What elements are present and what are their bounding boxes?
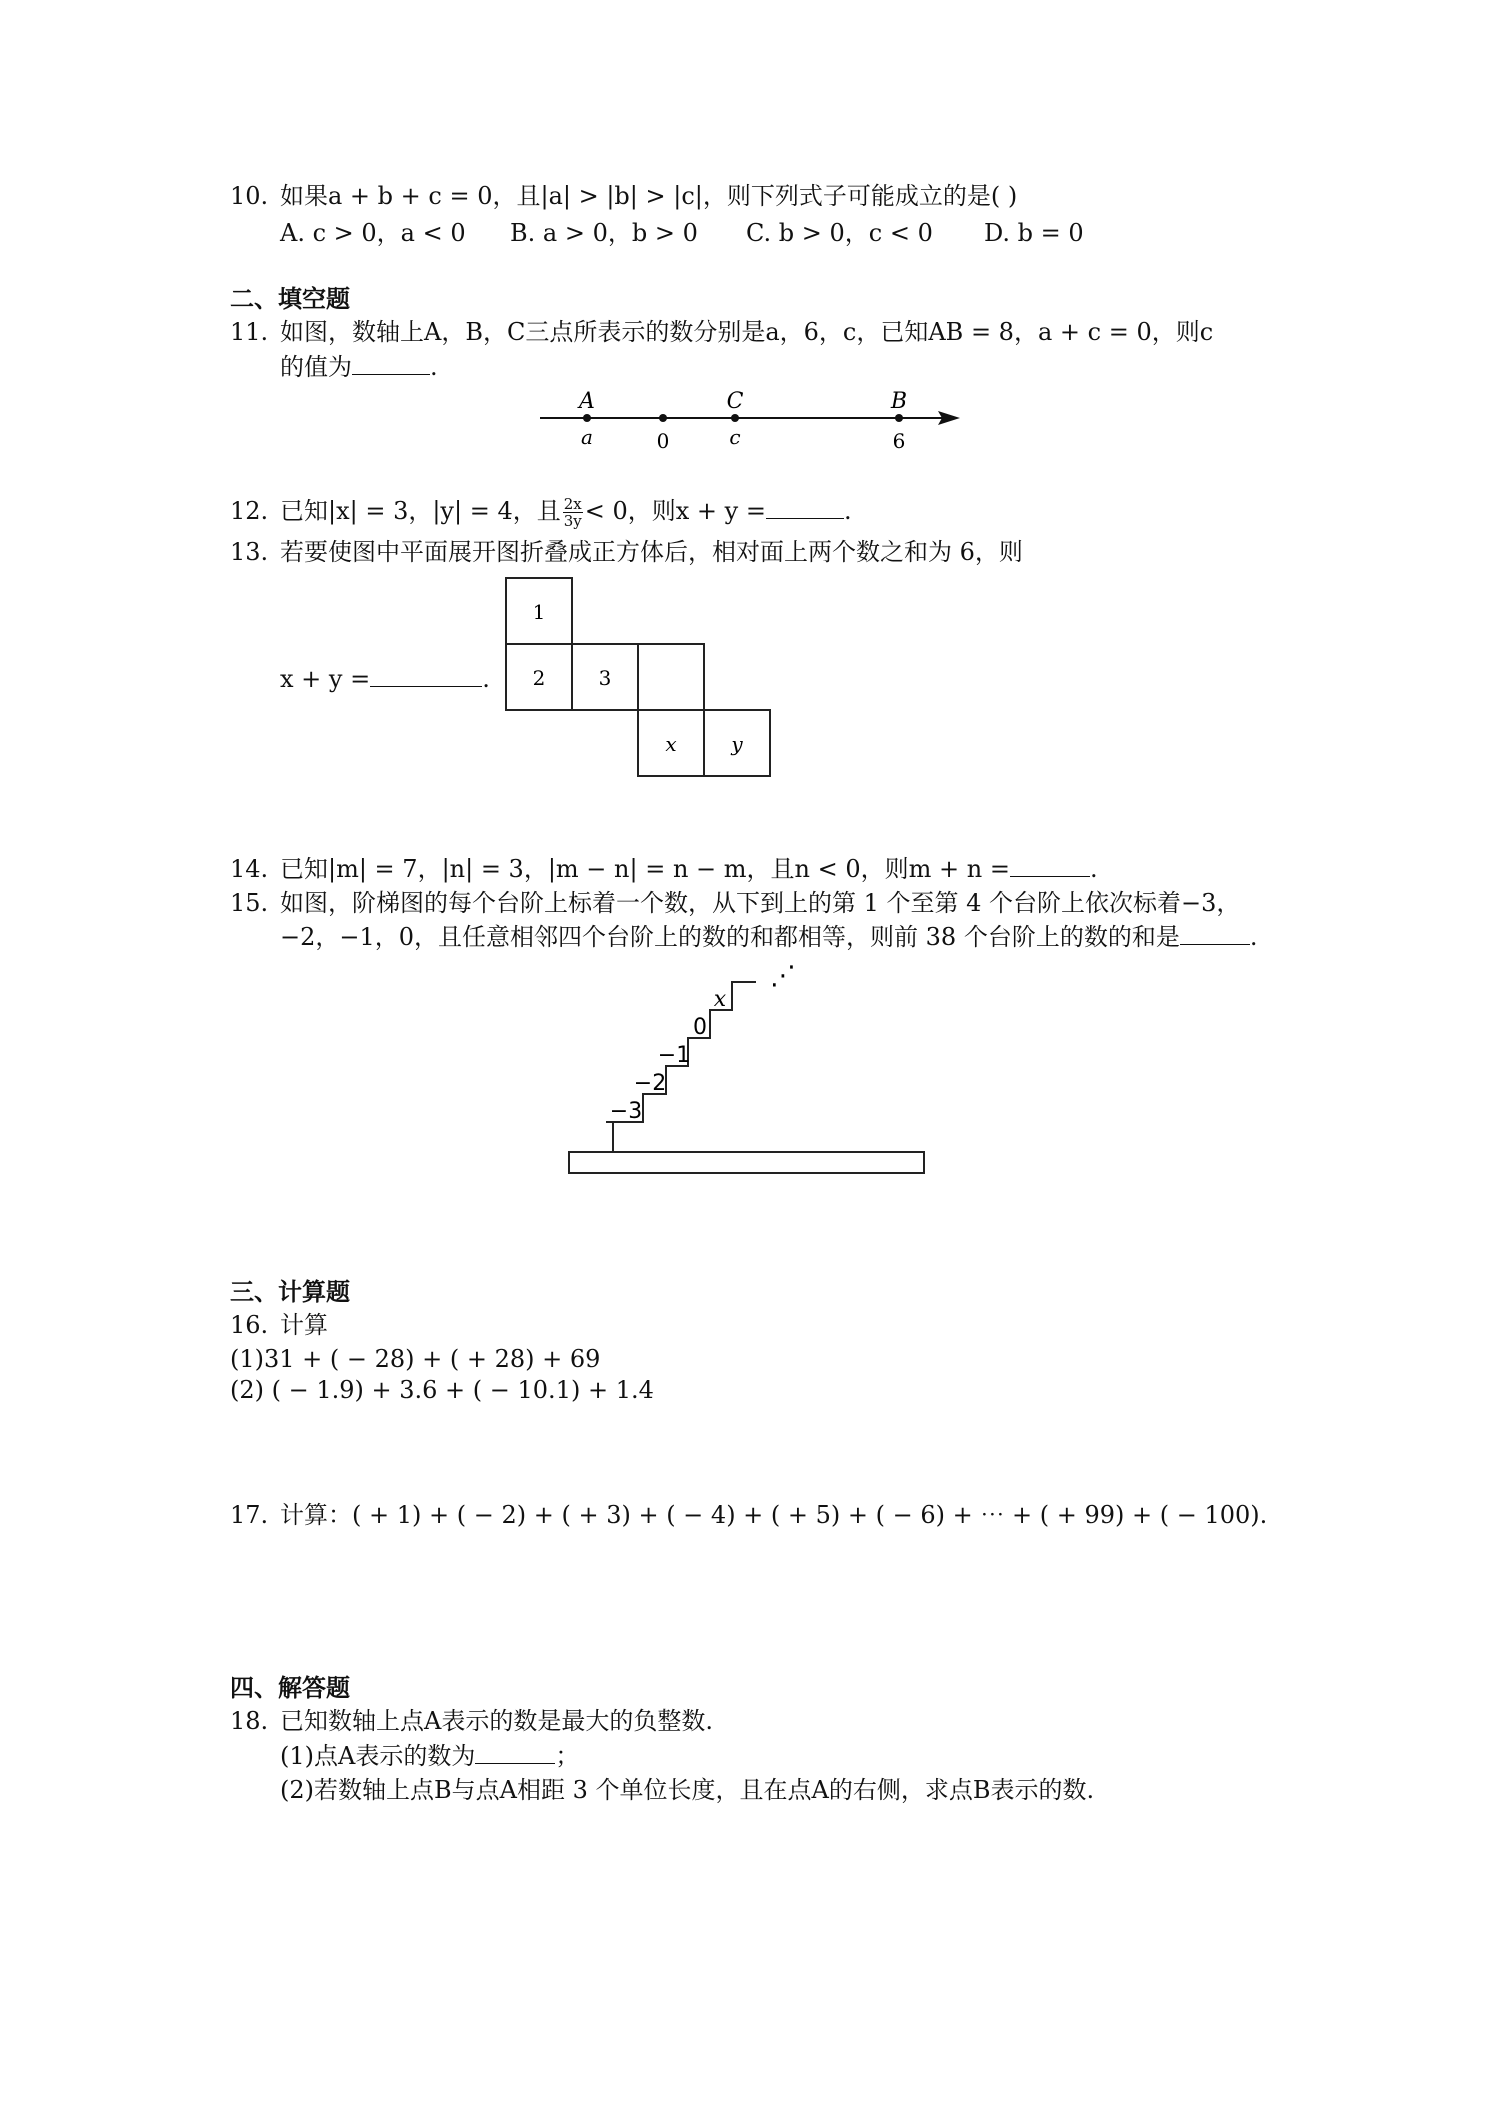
- step-3-label: −1: [657, 1043, 691, 1068]
- punctuation: .: [430, 353, 438, 381]
- part-text: (1)点A表示的数为: [280, 1742, 476, 1770]
- punctuation: ；: [555, 1742, 580, 1770]
- question-stem: 已知|m| = 7，|n| = 3，|m − n| = n − m，且n < 0，则m + n =: [280, 855, 1010, 883]
- question-17: [230, 1500, 1267, 1530]
- label-c: c: [729, 425, 741, 449]
- answer-blank[interactable]: [1010, 854, 1090, 877]
- ellipsis-dots: ⋰: [770, 961, 796, 991]
- question-16: [230, 1310, 328, 1340]
- question-stem: 如果a + b + c = 0，且|a| > |b| > |c|，则下列式子可能成立的是( ): [280, 182, 1018, 210]
- question-number: 10.: [230, 182, 269, 210]
- question-number: 14.: [230, 855, 269, 883]
- question-stem: 已知数轴上点A表示的数是最大的负整数.: [280, 1707, 713, 1735]
- question-11: [230, 317, 1213, 347]
- punctuation: .: [1249, 923, 1258, 951]
- punctuation: .: [482, 665, 490, 693]
- question-16-part1: (1)31 + ( − 28) + ( + 28) + 69: [230, 1345, 601, 1373]
- question-10: [230, 181, 1017, 211]
- option-a: A. c > 0，a < 0: [280, 219, 466, 247]
- question-number: 12.: [230, 497, 269, 525]
- option-d: D. b = 0: [984, 219, 1084, 247]
- question-stem-cont: −2，−1，0，且任意相邻四个台阶上的数的和都相等，则前 38 个台阶上的数的和是: [280, 923, 1180, 951]
- question-stem: 计算: [280, 1311, 328, 1339]
- question-13-line2: [280, 664, 490, 694]
- answer-blank[interactable]: [766, 496, 844, 519]
- step-4-label: 0: [693, 1015, 707, 1040]
- answer-blank[interactable]: [1180, 922, 1250, 945]
- label-6: 6: [892, 429, 906, 453]
- section-heading: 四、解答题: [230, 1674, 350, 1702]
- numerator: 2x: [563, 495, 582, 513]
- punctuation: .: [843, 497, 852, 525]
- option-b: B. a > 0，b > 0: [510, 219, 698, 247]
- number-line-figure: [540, 388, 960, 458]
- cell-3: 3: [598, 666, 612, 690]
- question-stem: 计算：( + 1) + ( − 2) + ( + 3) + ( − 4) + ( + 5) + ( − 6) + ⋯ + ( + 99) + ( − 100).: [280, 1501, 1268, 1529]
- staircase-figure: [568, 950, 938, 1176]
- question-12: [230, 496, 852, 529]
- question-13: [230, 537, 1023, 567]
- question-18-part2: (2)若数轴上点B与点A相距 3 个单位长度，且在点A的右侧，求点B表示的数.: [280, 1776, 1095, 1804]
- cell-y: y: [731, 732, 743, 756]
- step-2-label: −2: [633, 1071, 667, 1096]
- question-number: 17.: [230, 1501, 269, 1529]
- question-10-options: [280, 218, 1084, 248]
- question-18: [230, 1706, 713, 1736]
- question-15-line2: [280, 922, 1257, 952]
- step-1-label: −3: [609, 1099, 643, 1124]
- section-heading: 二、填空题: [230, 285, 350, 313]
- question-stem-cont: < 0，则x + y =: [584, 497, 766, 525]
- denominator: 3y: [563, 512, 582, 530]
- question-15: [230, 888, 1240, 918]
- answer-blank[interactable]: [475, 1741, 555, 1764]
- cell-1: 1: [532, 600, 546, 624]
- cube-net-figure: [505, 577, 773, 781]
- label-0: 0: [656, 429, 670, 453]
- question-16-part2: (2) ( − 1.9) + 3.6 + ( − 10.1) + 1.4: [230, 1376, 654, 1404]
- section-heading: 三、计算题: [230, 1278, 350, 1306]
- question-stem: 若要使图中平面展开图折叠成正方体后，相对面上两个数之和为 6，则: [280, 538, 1023, 566]
- answer-blank[interactable]: [370, 664, 482, 687]
- cell-2: 2: [532, 666, 546, 690]
- question-stem-cont: 的值为: [280, 353, 352, 381]
- option-c: C. b > 0，c < 0: [746, 219, 933, 247]
- step-5-label: x: [713, 987, 727, 1012]
- question-14: [230, 854, 1098, 884]
- question-number: 18.: [230, 1707, 269, 1735]
- punctuation: .: [1089, 855, 1098, 883]
- label-a: a: [581, 425, 593, 449]
- question-stem: 如图，阶梯图的每个台阶上标着一个数，从下到上的第 1 个至第 4 个台阶上依次标着−3，: [280, 889, 1241, 917]
- question-number: 16.: [230, 1311, 269, 1339]
- question-number: 15.: [230, 889, 269, 917]
- question-stem-cont: x + y =: [280, 665, 371, 693]
- label-B: B: [890, 389, 908, 414]
- question-11-line2: [280, 352, 438, 382]
- question-18-part1: [280, 1741, 579, 1771]
- label-C: C: [726, 389, 744, 414]
- fraction: [563, 496, 583, 529]
- question-stem: 已知|x| = 3，|y| = 4，且: [280, 497, 561, 525]
- cell-x: x: [665, 732, 677, 756]
- answer-blank[interactable]: [352, 352, 430, 375]
- question-number: 13.: [230, 538, 269, 566]
- question-stem: 如图，数轴上A，B，C三点所表示的数分别是a，6，c，已知AB = 8，a + c = 0，则c: [280, 318, 1214, 346]
- label-A: A: [579, 389, 595, 414]
- question-number: 11.: [230, 318, 269, 346]
